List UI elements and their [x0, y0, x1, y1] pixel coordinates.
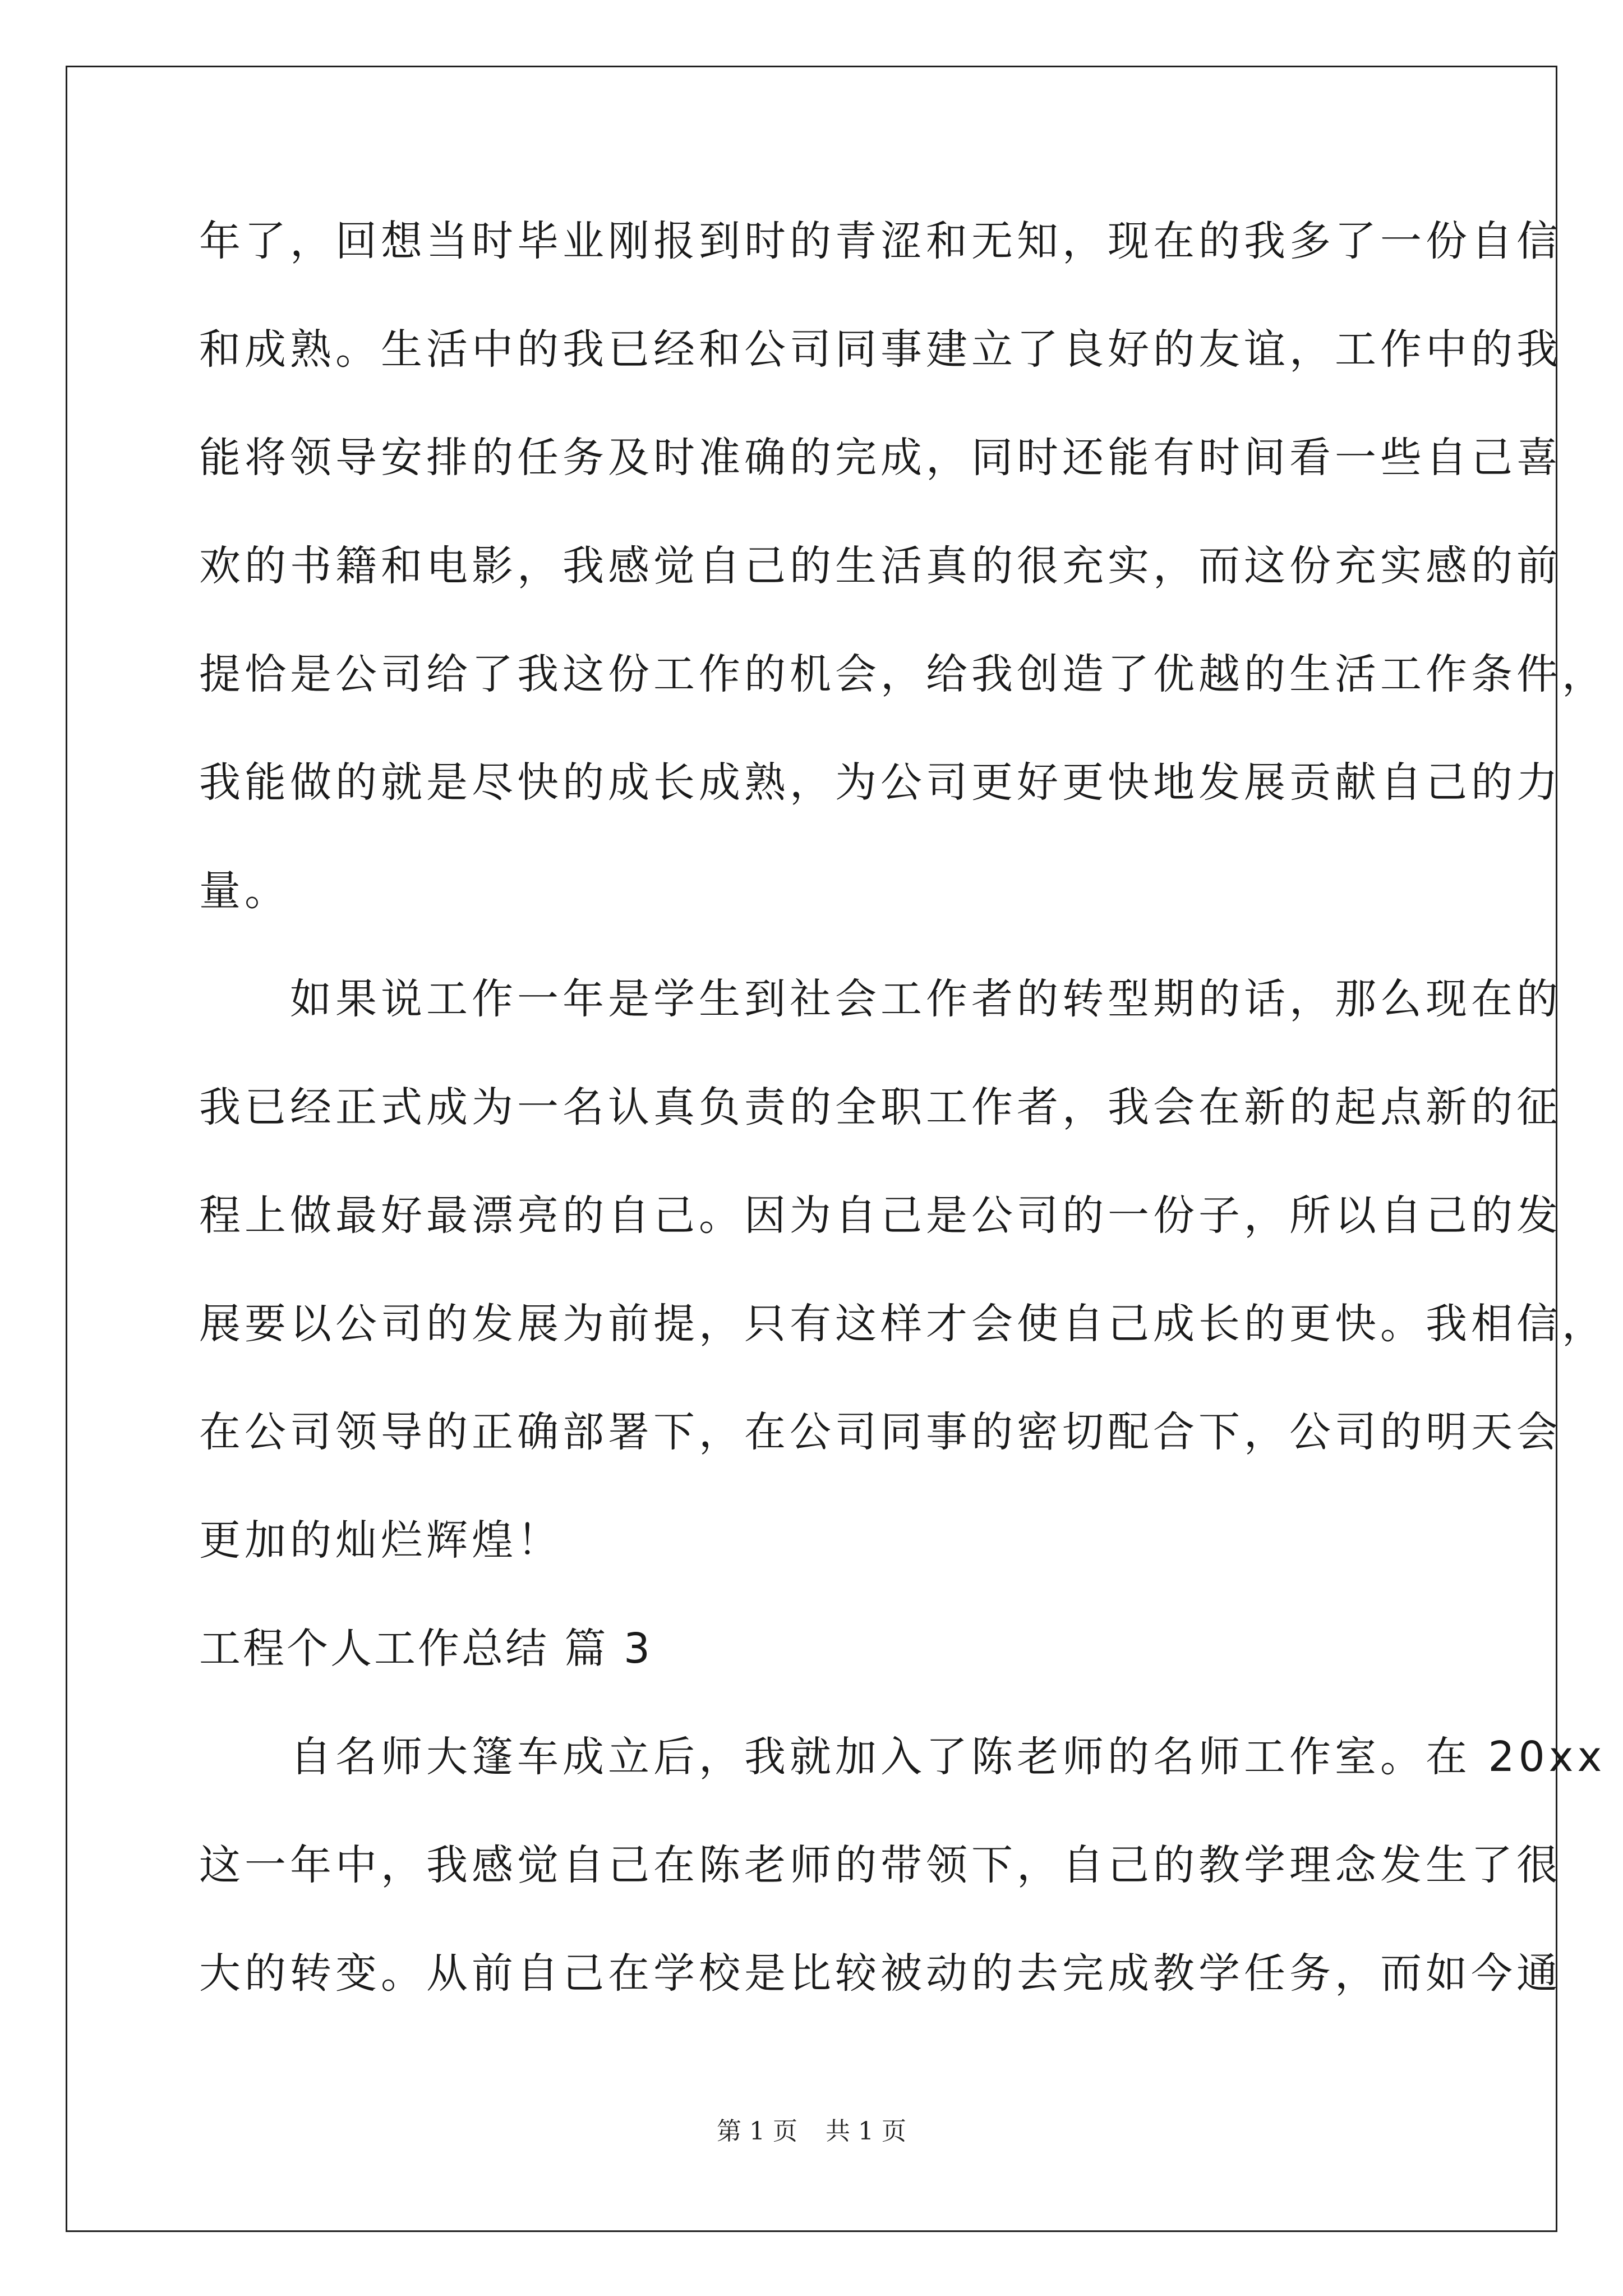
- paragraph-3-line-1: 自名师大篷车成立后，我就加入了陈老师的名师工作室。在 20xx: [199, 1733, 1606, 1781]
- paragraph-1-line-1: 年了，回想当时毕业刚报到时的青涩和无知，现在的我多了一份自信: [199, 217, 1562, 265]
- page-number-current: 第 1 页: [717, 2117, 797, 2146]
- paragraph-1-line-7: 量。: [199, 867, 290, 915]
- paragraph-2-line-1: 如果说工作一年是学生到社会工作者的转型期的话，那么现在的: [199, 975, 1562, 1023]
- paragraph-1-line-3: 能将领导安排的任务及时准确的完成，同时还能有时间看一些自己喜: [199, 434, 1562, 482]
- paragraph-1-line-2: 和成熟。生活中的我已经和公司同事建立了良好的友谊，工作中的我: [199, 325, 1562, 374]
- page-number-total: 共 1 页: [826, 2117, 906, 2146]
- page-footer: [0, 2115, 1623, 2148]
- paragraph-2-line-5: 在公司领导的正确部署下，在公司同事的密切配合下，公司的明天会: [199, 1408, 1562, 1456]
- page-border: [66, 66, 1557, 2232]
- paragraph-1-line-4: 欢的书籍和电影，我感觉自己的生活真的很充实，而这份充实感的前: [199, 542, 1562, 590]
- section-heading: 工程个人工作总结 篇 3: [199, 1625, 653, 1673]
- paragraph-2-line-3: 程上做最好最漂亮的自己。因为自己是公司的一份子，所以自己的发: [199, 1191, 1562, 1240]
- paragraph-2-line-6: 更加的灿烂辉煌！: [199, 1516, 562, 1565]
- paragraph-1-line-5: 提恰是公司给了我这份工作的机会，给我创造了优越的生活工作条件，: [199, 650, 1607, 698]
- paragraph-1-line-6: 我能做的就是尽快的成长成熟，为公司更好更快地发展贡献自己的力: [199, 758, 1562, 807]
- paragraph-2-line-2: 我已经正式成为一名认真负责的全职工作者，我会在新的起点新的征: [199, 1083, 1562, 1131]
- paragraph-3-line-2: 这一年中，我感觉自己在陈老师的带领下，自己的教学理念发生了很: [199, 1841, 1562, 1889]
- paragraph-3-line-3: 大的转变。从前自己在学校是比较被动的去完成教学任务，而如今通: [199, 1949, 1562, 1998]
- paragraph-2-line-4: 展要以公司的发展为前提，只有这样才会使自己成长的更快。我相信，: [199, 1300, 1607, 1348]
